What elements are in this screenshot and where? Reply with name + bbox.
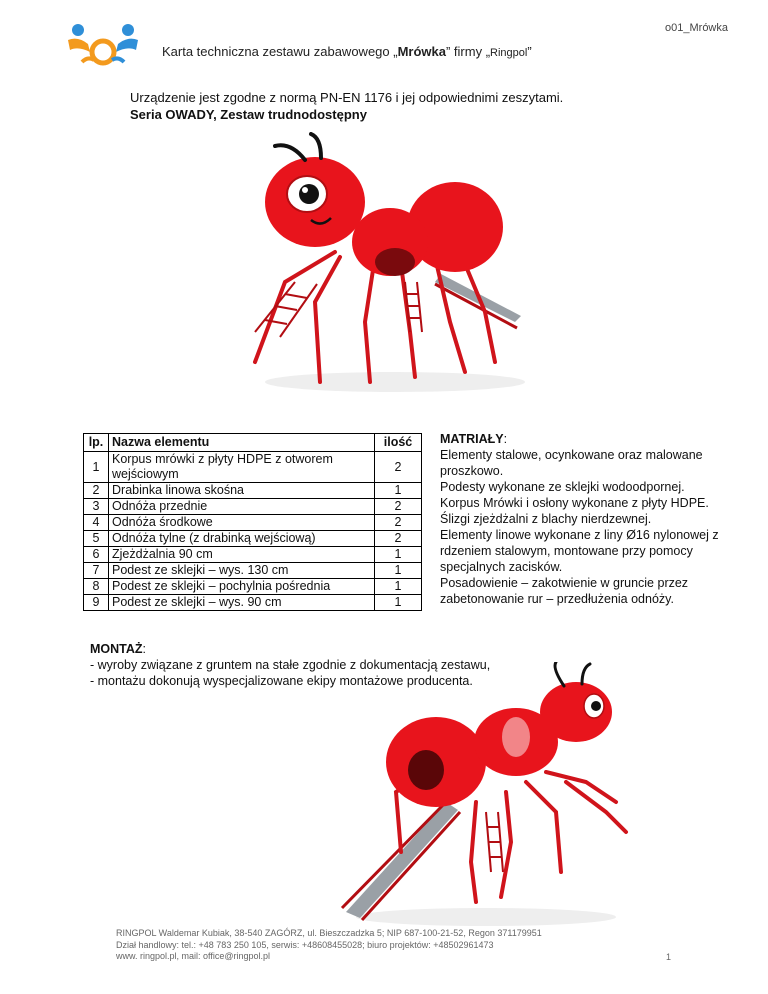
row-lp: 7 xyxy=(84,563,109,579)
table-row xyxy=(84,595,422,611)
footer xyxy=(116,928,542,963)
row-name: Podest ze sklejki – wys. 130 cm xyxy=(109,563,375,579)
row-lp: 8 xyxy=(84,579,109,595)
table-row xyxy=(84,579,422,595)
column-header-lp: lp. xyxy=(84,434,109,452)
materials-line: Ślizgi zjeżdżalni z blachy nierdzewnej. xyxy=(440,512,652,526)
row-name: Korpus mrówki z płyty HDPE z otworem wejściowym xyxy=(109,452,375,483)
table-row xyxy=(84,483,422,499)
montaz-heading-colon: : xyxy=(142,642,147,656)
table-row xyxy=(84,499,422,515)
materials-line: Podesty wykonane ze sklejki wodoodpornej. xyxy=(440,480,685,494)
document-code: o01_Mrówka xyxy=(665,22,728,34)
column-header-name: Nazwa elementu xyxy=(109,434,375,452)
row-qty: 2 xyxy=(375,515,422,531)
norm-statement: Urządzenie jest zgodne z normą PN-EN 1176 i jej odpowiednimi zeszytami. xyxy=(130,90,564,105)
materials-line: Elementy linowe wykonane z liny Ø16 nylonowej z rdzeniem stalowym, montowane przy pomocy specjalnych zacisków. xyxy=(440,528,719,574)
row-lp: 4 xyxy=(84,515,109,531)
column-header-qty: ilość xyxy=(375,434,422,452)
row-lp: 5 xyxy=(84,531,109,547)
materials-heading-colon: : xyxy=(503,432,508,446)
table-row xyxy=(84,547,422,563)
footer-web-line: www. ringpol.pl, mail: office@ringpol.pl xyxy=(116,951,271,961)
ant-playset-front-view-icon xyxy=(225,132,545,402)
row-lp: 2 xyxy=(84,483,109,499)
row-name: Odnóża przednie xyxy=(109,499,375,515)
row-name: Odnóża środkowe xyxy=(109,515,375,531)
materials-line: Korpus Mrówki i osłony wykonane z płyty HDPE. xyxy=(440,496,709,510)
row-qty: 1 xyxy=(375,579,422,595)
materials-line: Posadowienie – zakotwienie w gruncie przez zabetonowanie rur – przedłużenia odnóży. xyxy=(440,576,689,606)
row-name: Zjeżdżalnia 90 cm xyxy=(109,547,375,563)
row-qty: 1 xyxy=(375,483,422,499)
table-row xyxy=(84,531,422,547)
series-statement: Seria OWADY, Zestaw trudnodostępny xyxy=(130,107,367,122)
row-lp: 3 xyxy=(84,499,109,515)
table-row xyxy=(84,563,422,579)
row-qty: 1 xyxy=(375,563,422,579)
title-product: Mrówka xyxy=(397,44,446,59)
title-mid: ” firmy „ xyxy=(445,44,491,59)
montaz-heading xyxy=(90,641,490,657)
ant-playset-rear-view-icon xyxy=(326,662,646,932)
page-number: 1 xyxy=(666,952,672,962)
ringpol-logo-icon xyxy=(68,22,138,70)
table-row xyxy=(84,515,422,531)
row-name: Odnóża tylne (z drabinką wejściową) xyxy=(109,531,375,547)
row-name: Drabinka linowa skośna xyxy=(109,483,375,499)
row-qty: 2 xyxy=(375,531,422,547)
row-qty: 2 xyxy=(375,499,422,515)
row-lp: 6 xyxy=(84,547,109,563)
title-prefix: Karta techniczna zestawu zabawowego „ xyxy=(162,44,398,59)
montaz-line: - montażu dokonują wyspecjalizowane ekipy montażowe producenta. xyxy=(90,674,473,688)
row-name: Podest ze sklejki – pochylnia pośrednia xyxy=(109,579,375,595)
title-company: Ringpol xyxy=(490,47,528,59)
row-qty: 2 xyxy=(375,452,422,483)
title-suffix: ” xyxy=(527,44,532,59)
table-header-row xyxy=(84,434,422,452)
footer-company-line: RINGPOL Waldemar Kubiak, 38-540 ZAGÓRZ, ul. Bieszczadzka 5; NIP 687-100-21-52, Regon 371179951 xyxy=(116,928,542,938)
materials-line: Elementy stalowe, ocynkowane oraz malowane proszkowo. xyxy=(440,448,703,478)
table-row xyxy=(84,452,422,483)
parts-table xyxy=(83,433,422,611)
montaz-heading-text: MONTAŻ xyxy=(90,642,143,656)
footer-contact-line: Dział handlowy: tel.: +48 783 250 105, serwis: +48608455028; biuro projektów: +48502961473 xyxy=(116,939,494,950)
row-qty: 1 xyxy=(375,595,422,611)
montaz-line: - wyroby związane z gruntem na stałe zgodnie z dokumentacją zestawu, xyxy=(90,658,491,672)
document-title xyxy=(162,44,532,59)
materials-heading-text: MATRIAŁY xyxy=(440,432,504,446)
row-lp: 9 xyxy=(84,595,109,611)
row-name: Podest ze sklejki – wys. 90 cm xyxy=(109,595,375,611)
row-qty: 1 xyxy=(375,547,422,563)
materials-section xyxy=(440,431,725,607)
materials-heading xyxy=(440,431,725,447)
row-lp: 1 xyxy=(84,452,109,483)
